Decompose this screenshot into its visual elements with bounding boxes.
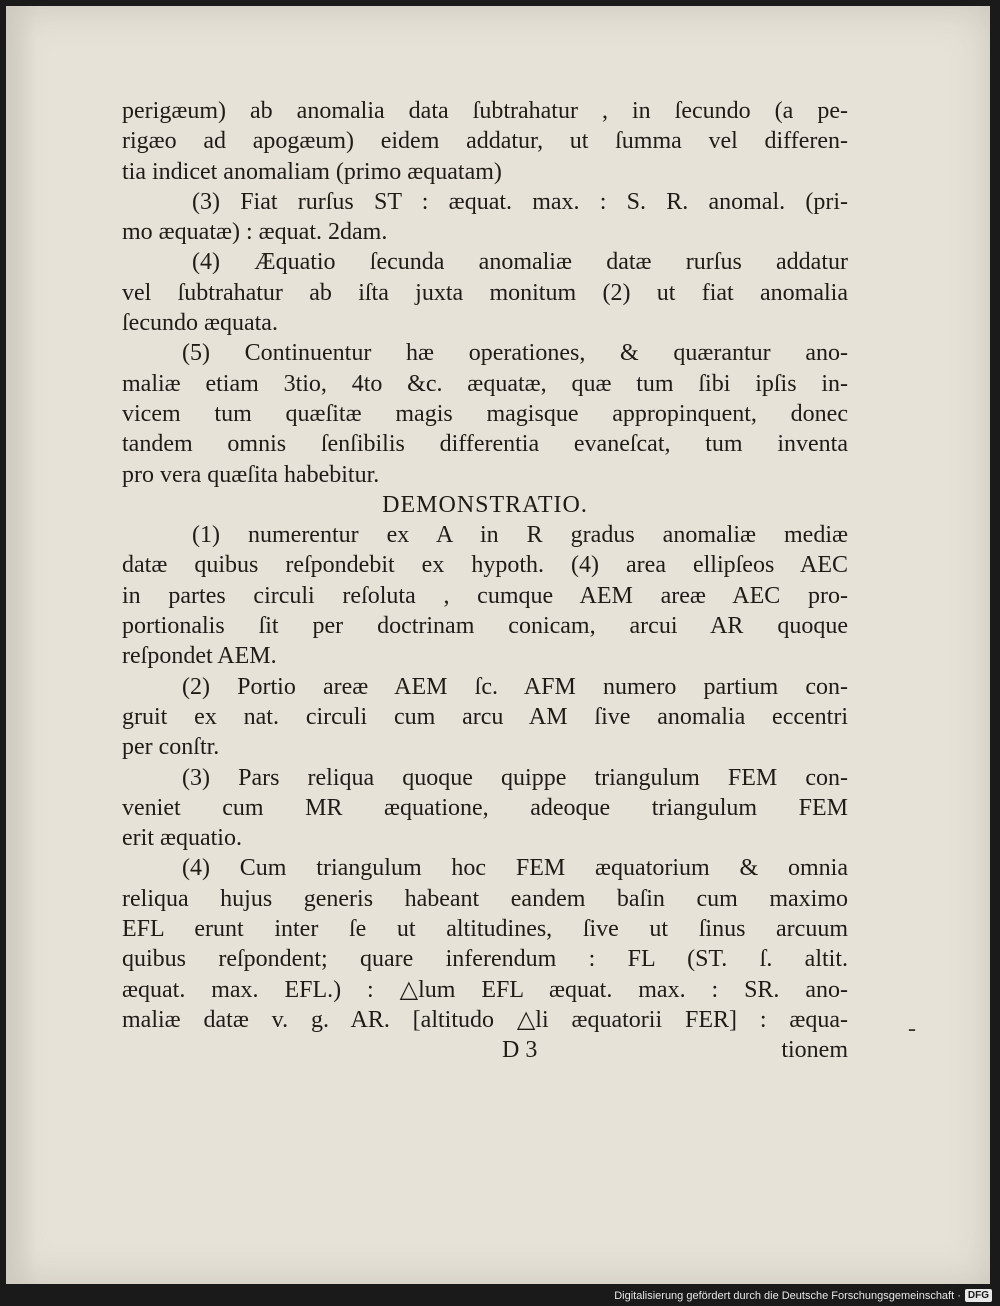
page-gutter-shadow bbox=[6, 6, 36, 1284]
text-line: (4) Cum triangulum hoc FEM æquatorium & omnia bbox=[182, 855, 848, 882]
page-text bbox=[122, 96, 848, 1066]
text-line: EFL erunt inter ſe ut altitudines, ſive ut ſinus arcuum bbox=[122, 916, 848, 943]
text-line: vicem tum quæſitæ magis magisque appropinquent, donec bbox=[122, 400, 848, 427]
text-line: per conſtr. bbox=[122, 734, 220, 761]
text-line: mo æquatæ) : æquat. 2dam. bbox=[122, 219, 388, 246]
catchword: tionem bbox=[781, 1037, 848, 1064]
text-line: (5) Continuentur hæ operationes, & quærantur ano- bbox=[182, 340, 848, 367]
credit-text: Digitalisierung gefördert durch die Deutsche Forschungsgemeinschaft · bbox=[614, 1289, 961, 1302]
text-line: erit æquatio. bbox=[122, 825, 242, 852]
digitization-credit bbox=[614, 1289, 992, 1302]
dfg-logo-icon: DFG bbox=[965, 1289, 992, 1302]
text-line: in partes circuli reſoluta , cumque AEM areæ AEC pro- bbox=[122, 582, 848, 609]
text-line: pro vera quæſita habebitur. bbox=[122, 461, 380, 488]
text-line: gruit ex nat. circuli cum arcu AM ſive anomalia eccentri bbox=[122, 703, 848, 730]
signature-mark: D 3 bbox=[502, 1037, 538, 1064]
text-line: reſpondet AEM. bbox=[122, 643, 277, 670]
text-line: ſecundo æquata. bbox=[122, 310, 278, 337]
text-line: rigæo ad apogæum) eidem addatur, ut ſumma vel differen- bbox=[122, 128, 848, 155]
text-line: (3) Pars reliqua quoque quippe triangulum FEM con- bbox=[182, 764, 848, 791]
text-line: portionalis ſit per doctrinam conicam, arcui AR quoque bbox=[122, 613, 848, 640]
text-line: quibus reſpondent; quare inferendum : FL (ST. ſ. altit. bbox=[122, 946, 848, 973]
text-line: perigæum) ab anomalia data ſubtrahatur , in ſecundo (a pe- bbox=[122, 98, 848, 124]
book-page bbox=[6, 6, 990, 1284]
text-line: veniet cum MR æquatione, adeoque triangulum FEM bbox=[122, 794, 848, 821]
section-heading: DEMONSTRATIO. bbox=[382, 491, 588, 518]
text-line: vel ſubtrahatur ab iſta juxta monitum (2) ut fiat anomalia bbox=[122, 279, 848, 306]
page-footer-line bbox=[122, 1035, 848, 1065]
text-line: datæ quibus reſpondebit ex hypoth. (4) area ellipſeos AEC bbox=[122, 552, 848, 579]
text-line: tia indicet anomaliam (primo æquatam) bbox=[122, 158, 502, 185]
text-line: (2) Portio areæ AEM ſc. AFM numero partium con- bbox=[182, 673, 848, 700]
text-line: tandem omnis ſenſibilis differentia evaneſcat, tum inventa bbox=[122, 431, 848, 458]
margin-mark: - bbox=[908, 1016, 916, 1042]
text-line: (3) Fiat rurſus ST : æquat. max. : S. R. anomal. (pri- bbox=[192, 188, 848, 215]
text-line: reliqua hujus generis habeant eandem baſin cum maximo bbox=[122, 885, 848, 912]
text-line: (4) Æquatio ſecunda anomaliæ datæ rurſus addatur bbox=[192, 249, 848, 276]
text-line: æquat. max. EFL.) : △lum EFL æquat. max. : SR. ano- bbox=[122, 976, 848, 1003]
text-line: maliæ etiam 3tio, 4to &c. æquatæ, quæ tum ſibi ipſis in- bbox=[122, 370, 848, 397]
text-line: maliæ datæ v. g. AR. [altitudo △li æquatorii FER] : æqua- bbox=[122, 1006, 848, 1033]
text-line: (1) numerentur ex A in R gradus anomaliæ mediæ bbox=[192, 522, 848, 549]
